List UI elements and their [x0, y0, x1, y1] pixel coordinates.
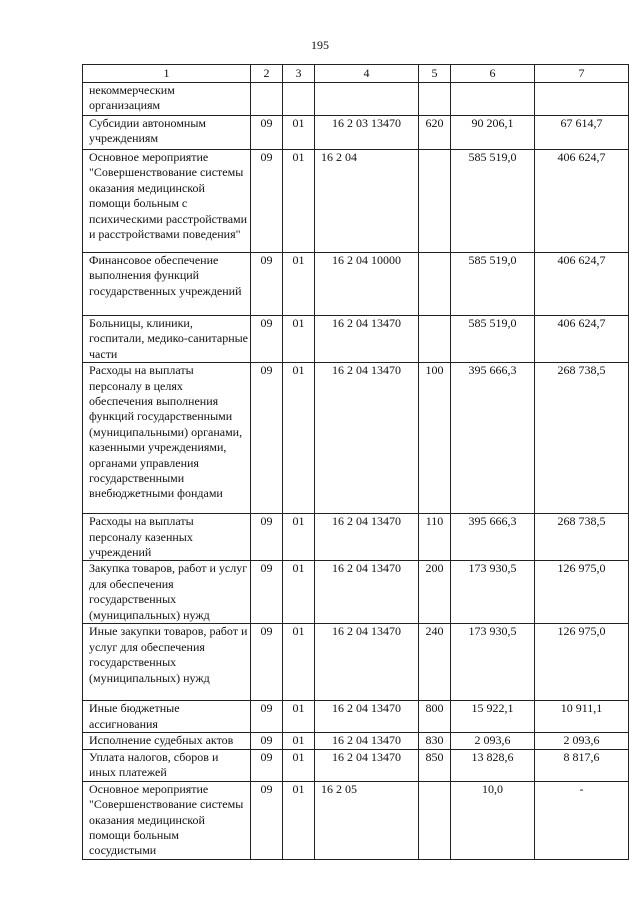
- row-value-cell: [251, 83, 283, 116]
- row-value-cell: 01: [283, 514, 315, 561]
- row-value-cell: 09: [251, 561, 283, 624]
- row-value-cell: 01: [283, 749, 315, 781]
- row-value-cell: 01: [283, 116, 315, 150]
- row-name-cell: Расходы на выплаты персоналу казенных учреждений: [83, 514, 251, 561]
- row-value-cell: 01: [283, 253, 315, 316]
- row-name-cell: Основное мероприятие "Совершенствование системы оказания медицинской помощи больным с психическими расстройствами и расстройствами поведения": [83, 150, 251, 253]
- row-value-cell: 16 2 04: [315, 150, 419, 253]
- header-cell: 3: [283, 65, 315, 83]
- row-value-cell: 395 666,3: [451, 514, 535, 561]
- row-value-cell: 173 930,5: [451, 624, 535, 701]
- row-value-cell: 01: [283, 733, 315, 749]
- table-row: [83, 116, 629, 150]
- page-number: 195: [311, 38, 329, 52]
- table-row: [83, 749, 629, 781]
- row-value-cell: 01: [283, 624, 315, 701]
- row-name-cell: Уплата налогов, сборов и иных платежей: [83, 749, 251, 781]
- row-value-cell: 620: [419, 116, 451, 150]
- row-value-cell: 406 624,7: [535, 316, 629, 363]
- row-value-cell: 16 2 03 13470: [315, 116, 419, 150]
- row-value-cell: 15 922,1: [451, 701, 535, 733]
- row-value-cell: 16 2 04 13470: [315, 733, 419, 749]
- budget-table: [82, 64, 629, 860]
- row-value-cell: 09: [251, 150, 283, 253]
- row-value-cell: -: [535, 781, 629, 859]
- row-value-cell: 09: [251, 624, 283, 701]
- row-value-cell: 01: [283, 701, 315, 733]
- table-row: [83, 253, 629, 316]
- row-value-cell: 585 519,0: [451, 316, 535, 363]
- row-value-cell: 850: [419, 749, 451, 781]
- row-value-cell: 2 093,6: [451, 733, 535, 749]
- row-value-cell: 16 2 04 13470: [315, 624, 419, 701]
- row-value-cell: 406 624,7: [535, 253, 629, 316]
- header-cell: 5: [419, 65, 451, 83]
- row-value-cell: [535, 83, 629, 116]
- row-value-cell: [451, 83, 535, 116]
- row-value-cell: 09: [251, 363, 283, 514]
- table-row: [83, 733, 629, 749]
- table-row: [83, 514, 629, 561]
- table-row: [83, 316, 629, 363]
- row-value-cell: 126 975,0: [535, 561, 629, 624]
- row-value-cell: 13 828,6: [451, 749, 535, 781]
- row-value-cell: 16 2 05: [315, 781, 419, 859]
- row-value-cell: 110: [419, 514, 451, 561]
- row-value-cell: 16 2 04 13470: [315, 363, 419, 514]
- header-cell: 2: [251, 65, 283, 83]
- row-value-cell: 16 2 04 13470: [315, 316, 419, 363]
- row-value-cell: 90 206,1: [451, 116, 535, 150]
- row-name-cell: Расходы на выплаты персоналу в целях обеспечения выполнения функций государственными (муниципальными) органами, казенными учреждениями, органами управления государственными внебюджетными фондами: [83, 363, 251, 514]
- row-value-cell: [419, 253, 451, 316]
- row-value-cell: 126 975,0: [535, 624, 629, 701]
- row-value-cell: [283, 83, 315, 116]
- table-row: [83, 781, 629, 859]
- table-row: [83, 561, 629, 624]
- row-value-cell: 16 2 04 13470: [315, 701, 419, 733]
- row-name-cell: Исполнение судебных актов: [83, 733, 251, 749]
- row-value-cell: [419, 150, 451, 253]
- row-name-cell: Иные бюджетные ассигнования: [83, 701, 251, 733]
- row-value-cell: 09: [251, 253, 283, 316]
- row-value-cell: 800: [419, 701, 451, 733]
- row-value-cell: 67 614,7: [535, 116, 629, 150]
- table-row: [83, 83, 629, 116]
- header-cell: 7: [535, 65, 629, 83]
- header-row: [83, 65, 629, 83]
- row-value-cell: 16 2 04 13470: [315, 561, 419, 624]
- row-name-cell: Субсидии автономным учреждениям: [83, 116, 251, 150]
- row-value-cell: 09: [251, 316, 283, 363]
- row-name-cell: Иные закупки товаров, работ и услуг для обеспечения государственных (муниципальных) нужд: [83, 624, 251, 701]
- row-value-cell: 09: [251, 733, 283, 749]
- row-name-cell: некоммерческим организациям: [83, 83, 251, 116]
- row-value-cell: 09: [251, 116, 283, 150]
- row-value-cell: 268 738,5: [535, 514, 629, 561]
- row-value-cell: 406 624,7: [535, 150, 629, 253]
- table-row: [83, 150, 629, 253]
- row-value-cell: 09: [251, 781, 283, 859]
- header-cell: 4: [315, 65, 419, 83]
- row-value-cell: 200: [419, 561, 451, 624]
- row-name-cell: Основное мероприятие "Совершенствование системы оказания медицинской помощи больным сосудистыми: [83, 781, 251, 859]
- row-value-cell: [419, 781, 451, 859]
- row-value-cell: 2 093,6: [535, 733, 629, 749]
- row-value-cell: 395 666,3: [451, 363, 535, 514]
- table-row: [83, 363, 629, 514]
- row-value-cell: 100: [419, 363, 451, 514]
- row-value-cell: 16 2 04 10000: [315, 253, 419, 316]
- row-value-cell: [315, 83, 419, 116]
- row-value-cell: 01: [283, 150, 315, 253]
- row-name-cell: Больницы, клиники, госпитали, медико-санитарные части: [83, 316, 251, 363]
- row-value-cell: 01: [283, 781, 315, 859]
- row-value-cell: 240: [419, 624, 451, 701]
- row-value-cell: 173 930,5: [451, 561, 535, 624]
- row-value-cell: 16 2 04 13470: [315, 514, 419, 561]
- row-value-cell: 830: [419, 733, 451, 749]
- table-row: [83, 624, 629, 701]
- row-name-cell: Финансовое обеспечение выполнения функций государственных учреждений: [83, 253, 251, 316]
- row-value-cell: [419, 316, 451, 363]
- row-value-cell: 09: [251, 514, 283, 561]
- row-value-cell: 01: [283, 561, 315, 624]
- row-value-cell: 585 519,0: [451, 253, 535, 316]
- table-row: [83, 701, 629, 733]
- header-cell: 1: [83, 65, 251, 83]
- row-value-cell: 16 2 04 13470: [315, 749, 419, 781]
- row-value-cell: [419, 83, 451, 116]
- row-value-cell: 09: [251, 701, 283, 733]
- row-value-cell: 09: [251, 749, 283, 781]
- row-value-cell: 585 519,0: [451, 150, 535, 253]
- row-value-cell: 01: [283, 316, 315, 363]
- row-value-cell: 268 738,5: [535, 363, 629, 514]
- row-value-cell: 8 817,6: [535, 749, 629, 781]
- row-value-cell: 10,0: [451, 781, 535, 859]
- row-name-cell: Закупка товаров, работ и услуг для обеспечения государственных (муниципальных) нужд: [83, 561, 251, 624]
- row-value-cell: 10 911,1: [535, 701, 629, 733]
- header-cell: 6: [451, 65, 535, 83]
- row-value-cell: 01: [283, 363, 315, 514]
